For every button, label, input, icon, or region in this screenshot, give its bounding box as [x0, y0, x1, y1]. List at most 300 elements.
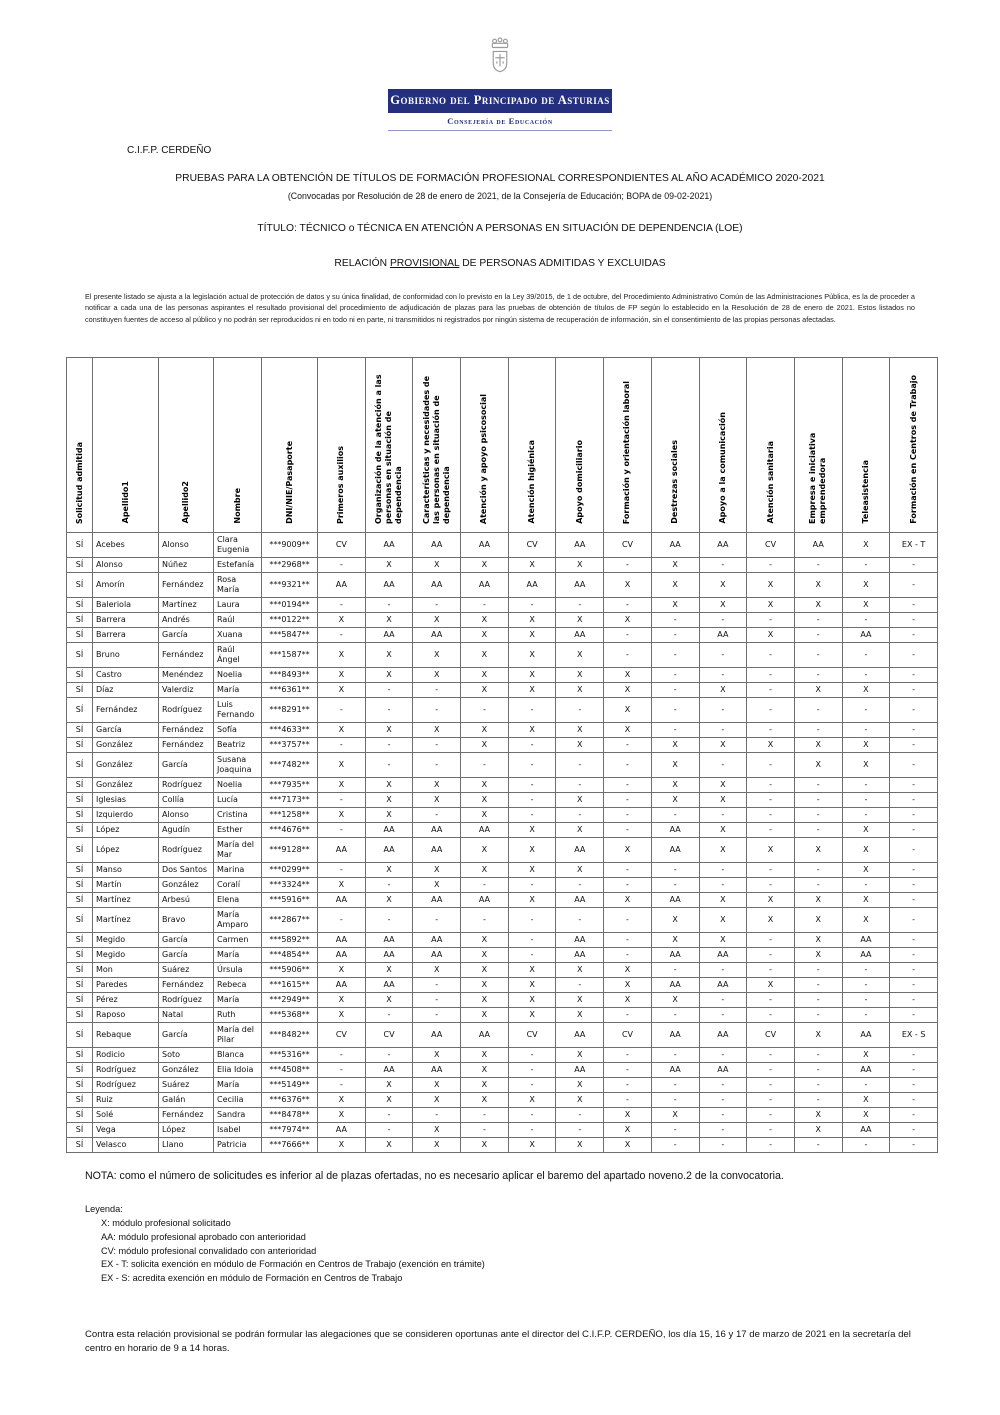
module-cell: - [508, 792, 556, 807]
module-cell: - [699, 807, 747, 822]
column-header: Apoyo a la comunicación [699, 357, 747, 532]
module-cell: CV [747, 1022, 795, 1047]
module-cell: - [890, 777, 938, 792]
module-cell: AA [508, 572, 556, 597]
module-cell: X [318, 1107, 366, 1122]
dni-cell: ***8291** [262, 697, 318, 722]
module-cell: AA [651, 1062, 699, 1077]
module-cell: - [890, 792, 938, 807]
dni-cell: ***5916** [262, 892, 318, 907]
module-cell: - [747, 667, 795, 682]
module-cell: X [318, 667, 366, 682]
module-cell: X [699, 737, 747, 752]
surname1-cell: García [93, 722, 159, 737]
module-cell: - [794, 1092, 842, 1107]
module-cell: X [413, 877, 461, 892]
government-header [0, 0, 1000, 131]
module-cell: AA [365, 837, 413, 862]
module-cell: - [508, 907, 556, 932]
table-row [67, 1062, 938, 1077]
name-cell: Ruth [214, 1007, 262, 1022]
module-cell: - [842, 962, 890, 977]
module-cell: X [604, 837, 652, 862]
module-cell: X [318, 722, 366, 737]
module-cell: - [604, 627, 652, 642]
module-cell: - [699, 1107, 747, 1122]
module-cell: X [413, 1137, 461, 1152]
dni-cell: ***9128** [262, 837, 318, 862]
module-cell: - [365, 877, 413, 892]
module-cell: AA [413, 837, 461, 862]
module-cell: - [747, 777, 795, 792]
module-cell: - [508, 1047, 556, 1062]
module-cell: - [556, 1107, 604, 1122]
module-cell: - [699, 962, 747, 977]
call-subtitle: (Convocadas por Resolución de 28 de enero de 2021, de la Consejería de Educación; BOPA de 09-02-2021) [287, 190, 713, 201]
module-cell: - [890, 1092, 938, 1107]
module-cell: X [508, 642, 556, 667]
module-cell: X [794, 947, 842, 962]
module-cell: AA [413, 932, 461, 947]
surname2-cell: Alonso [159, 532, 214, 557]
module-cell: X [413, 612, 461, 627]
module-cell: - [890, 1007, 938, 1022]
module-cell: EX - S [890, 1022, 938, 1047]
table-row [67, 627, 938, 642]
module-cell: - [651, 697, 699, 722]
dni-cell: ***3757** [262, 737, 318, 752]
table-row [67, 1137, 938, 1152]
module-cell: X [365, 1077, 413, 1092]
module-cell: - [890, 612, 938, 627]
module-cell: AA [318, 837, 366, 862]
table-row [67, 722, 938, 737]
module-cell: X [413, 862, 461, 877]
surname2-cell: Galán [159, 1092, 214, 1107]
module-cell: - [890, 752, 938, 777]
dni-cell: ***7173** [262, 792, 318, 807]
module-cell: X [461, 627, 509, 642]
surname1-cell: Barrera [93, 627, 159, 642]
module-cell: - [842, 877, 890, 892]
module-cell: X [508, 992, 556, 1007]
module-cell: X [604, 992, 652, 1007]
module-cell: - [890, 947, 938, 962]
surname1-cell: Martín [93, 877, 159, 892]
dni-cell: ***8478** [262, 1107, 318, 1122]
module-cell: X [794, 837, 842, 862]
module-cell: - [842, 642, 890, 667]
module-cell: X [842, 532, 890, 557]
module-cell: - [890, 807, 938, 822]
module-cell: X [508, 1137, 556, 1152]
data-protection-paragraph: El presente listado se ajusta a la legislación actual de protección de datos y su única finalidad, de conformidad con lo previsto en la Ley 39/2015, de 1 de octubre, del Procedimiento Administrativo Común de las Administraciones Pública, es la de proceder a notificar a cada una de las personas aspirantes el resultado provisional del procedimiento de adjudicación de plazas para las pruebas de obtención de títulos de FP según lo establecido en la Resolución de 28 de enero de 2021. Estos listados no constituyen fuentes de acceso al público y no podrán ser reproducidos ni en todo ni en parte, ni transmitidos ni registrados por ningún sistema de recuperación de información, sin el consentimiento de las propias personas afectadas. [85, 291, 915, 324]
name-cell: María [214, 1077, 262, 1092]
surname2-cell: Llano [159, 1137, 214, 1152]
surname1-cell: González [93, 752, 159, 777]
admitted-cell: SÍ [67, 597, 93, 612]
module-cell: X [604, 1107, 652, 1122]
surname2-cell: Agudín [159, 822, 214, 837]
surname1-cell: López [93, 837, 159, 862]
module-cell: X [365, 642, 413, 667]
table-row [67, 1047, 938, 1062]
dni-cell: ***0122** [262, 612, 318, 627]
module-cell: X [508, 837, 556, 862]
module-cell: X [461, 977, 509, 992]
module-cell: - [794, 722, 842, 737]
admitted-cell: SÍ [67, 777, 93, 792]
module-cell: - [890, 1137, 938, 1152]
table-row [67, 697, 938, 722]
surname2-cell: Fernández [159, 1107, 214, 1122]
module-cell: - [842, 557, 890, 572]
module-cell: AA [699, 627, 747, 642]
module-cell: AA [556, 1022, 604, 1047]
module-cell: - [699, 1122, 747, 1137]
dni-cell: ***5316** [262, 1047, 318, 1062]
module-cell: - [794, 1007, 842, 1022]
module-cell: X [508, 612, 556, 627]
module-cell: X [508, 667, 556, 682]
module-cell: - [747, 1137, 795, 1152]
module-cell: - [842, 807, 890, 822]
module-cell: - [842, 777, 890, 792]
module-cell: X [651, 557, 699, 572]
module-cell: AA [556, 572, 604, 597]
surname1-cell: Raposo [93, 1007, 159, 1022]
module-cell: - [842, 667, 890, 682]
degree-title: TÍTULO: TÉCNICO o TÉCNICA EN ATENCIÓN A PERSONAS EN SITUACIÓN DE DEPENDENCIA (LOE) [257, 222, 743, 234]
name-cell: Sofía [214, 722, 262, 737]
admitted-cell: SÍ [67, 822, 93, 837]
module-cell: AA [842, 1122, 890, 1137]
admitted-cell: SÍ [67, 627, 93, 642]
module-cell: AA [413, 1022, 461, 1047]
module-cell: AA [461, 572, 509, 597]
admitted-cell: SÍ [67, 1077, 93, 1092]
module-cell: - [699, 1047, 747, 1062]
legend-item: EX - T: solicita exención en módulo de Formación en Centros de Trabajo (exención en trámite) [101, 1259, 485, 1270]
name-cell: María del Pilar [214, 1022, 262, 1047]
module-cell: - [699, 697, 747, 722]
module-cell: - [508, 1077, 556, 1092]
module-cell: X [461, 667, 509, 682]
module-cell: X [842, 682, 890, 697]
admitted-cell: SÍ [67, 642, 93, 667]
module-cell: - [699, 862, 747, 877]
module-cell: X [699, 932, 747, 947]
module-cell: AA [651, 532, 699, 557]
module-cell: - [508, 1122, 556, 1137]
module-cell: - [556, 907, 604, 932]
surname1-cell: López [93, 822, 159, 837]
module-cell: - [747, 877, 795, 892]
module-cell: X [794, 907, 842, 932]
dni-cell: ***2968** [262, 557, 318, 572]
module-cell: AA [461, 822, 509, 837]
surname2-cell: Rodríguez [159, 837, 214, 862]
name-cell: Raúl [214, 612, 262, 627]
module-cell: X [699, 907, 747, 932]
module-cell: - [365, 697, 413, 722]
table-row [67, 667, 938, 682]
module-cell: X [365, 792, 413, 807]
column-header: Organización de la atención a las personas en situación de dependencia [365, 357, 413, 532]
legend-block [85, 1203, 915, 1286]
results-table-head-row [67, 357, 938, 532]
dni-cell: ***5906** [262, 962, 318, 977]
surname1-cell: Velasco [93, 1137, 159, 1152]
module-cell: X [413, 962, 461, 977]
surname2-cell: Menéndez [159, 667, 214, 682]
module-cell: - [747, 962, 795, 977]
module-cell: AA [318, 892, 366, 907]
surname1-cell: Barrera [93, 612, 159, 627]
module-cell: X [747, 892, 795, 907]
admitted-cell: SÍ [67, 557, 93, 572]
module-cell: - [365, 1007, 413, 1022]
dni-cell: ***4508** [262, 1062, 318, 1077]
module-cell: - [794, 557, 842, 572]
admitted-cell: SÍ [67, 1122, 93, 1137]
module-cell: X [508, 627, 556, 642]
main-title: PRUEBAS PARA LA OBTENCIÓN DE TÍTULOS DE FORMACIÓN PROFESIONAL CORRESPONDIENTES AL AÑO ACADÉMICO 2020-2021 [175, 173, 825, 184]
module-cell: - [747, 1047, 795, 1062]
dni-cell: ***8482** [262, 1022, 318, 1047]
module-cell: X [461, 612, 509, 627]
admitted-cell: SÍ [67, 992, 93, 1007]
module-cell: X [508, 977, 556, 992]
module-cell: AA [556, 532, 604, 557]
module-cell: - [699, 722, 747, 737]
module-cell: - [651, 1077, 699, 1092]
module-cell: AA [365, 932, 413, 947]
surname1-cell: Baleriola [93, 597, 159, 612]
module-cell: - [890, 977, 938, 992]
module-cell: - [318, 862, 366, 877]
module-cell: X [365, 777, 413, 792]
module-cell: X [794, 597, 842, 612]
dni-cell: ***9009** [262, 532, 318, 557]
module-cell: X [651, 572, 699, 597]
surname1-cell: Bruno [93, 642, 159, 667]
module-cell: X [842, 822, 890, 837]
admitted-cell: SÍ [67, 947, 93, 962]
module-cell: - [365, 682, 413, 697]
surname2-cell: Fernández [159, 722, 214, 737]
name-cell: Susana Joaquina [214, 752, 262, 777]
module-cell: X [604, 1137, 652, 1152]
module-cell: X [699, 682, 747, 697]
module-cell: - [794, 977, 842, 992]
admitted-cell: SÍ [67, 682, 93, 697]
dni-cell: ***5149** [262, 1077, 318, 1092]
government-banner: Gobierno del Principado de Asturias [388, 89, 612, 113]
module-cell: - [651, 682, 699, 697]
admitted-cell: SÍ [67, 722, 93, 737]
module-cell: - [747, 1077, 795, 1092]
module-cell: X [556, 642, 604, 667]
module-cell: AA [413, 822, 461, 837]
name-cell: Isabel [214, 1122, 262, 1137]
module-cell: X [651, 1107, 699, 1122]
module-cell: - [747, 697, 795, 722]
dni-cell: ***7935** [262, 777, 318, 792]
module-cell: X [699, 822, 747, 837]
module-cell: X [461, 682, 509, 697]
module-cell: - [890, 737, 938, 752]
module-cell: - [365, 1122, 413, 1137]
module-cell: X [556, 1137, 604, 1152]
module-cell: - [651, 627, 699, 642]
module-cell: X [794, 932, 842, 947]
module-cell: X [461, 1137, 509, 1152]
legend-item: EX - S: acredita exención en módulo de Formación en Centros de Trabajo [101, 1273, 403, 1284]
table-row [67, 557, 938, 572]
module-cell: AA [413, 1062, 461, 1077]
module-cell: - [461, 697, 509, 722]
module-cell: - [604, 947, 652, 962]
surname1-cell: Castro [93, 667, 159, 682]
module-cell: X [508, 962, 556, 977]
surname2-cell: Rodríguez [159, 992, 214, 1007]
admitted-cell: SÍ [67, 572, 93, 597]
module-cell: - [604, 737, 652, 752]
table-row [67, 862, 938, 877]
relation-suffix: DE PERSONAS ADMITIDAS Y EXCLUIDAS [459, 257, 666, 269]
module-cell: X [508, 557, 556, 572]
module-cell: AA [556, 892, 604, 907]
module-cell: - [413, 737, 461, 752]
module-cell: - [604, 792, 652, 807]
dni-cell: ***6376** [262, 1092, 318, 1107]
relation-prefix: RELACIÓN [334, 257, 390, 269]
table-row [67, 1022, 938, 1047]
surname2-cell: Suárez [159, 1077, 214, 1092]
column-header: Apellido2 [159, 357, 214, 532]
module-cell: - [604, 557, 652, 572]
table-row [67, 642, 938, 667]
module-cell: - [747, 1007, 795, 1022]
module-cell: X [604, 572, 652, 597]
surname2-cell: Soto [159, 1047, 214, 1062]
name-cell: María [214, 682, 262, 697]
module-cell: X [318, 777, 366, 792]
name-cell: Cecilia [214, 1092, 262, 1107]
module-cell: AA [318, 1122, 366, 1137]
module-cell: X [699, 892, 747, 907]
module-cell: X [604, 892, 652, 907]
name-cell: Patricia [214, 1137, 262, 1152]
surname2-cell: Fernández [159, 977, 214, 992]
module-cell: X [604, 667, 652, 682]
surname1-cell: Rebaque [93, 1022, 159, 1047]
dni-cell: ***2949** [262, 992, 318, 1007]
module-cell: X [461, 992, 509, 1007]
module-cell: - [842, 977, 890, 992]
module-cell: - [890, 597, 938, 612]
module-cell: X [508, 722, 556, 737]
titles-block [0, 172, 1000, 269]
surname2-cell: Arbesú [159, 892, 214, 907]
module-cell: - [651, 612, 699, 627]
module-cell: - [890, 557, 938, 572]
module-cell: X [365, 722, 413, 737]
surname1-cell: Alonso [93, 557, 159, 572]
module-cell: X [461, 947, 509, 962]
surname1-cell: Izquierdo [93, 807, 159, 822]
table-row [67, 992, 938, 1007]
column-header: Destrezas sociales [651, 357, 699, 532]
module-cell: X [651, 752, 699, 777]
module-cell: X [604, 722, 652, 737]
module-cell: - [604, 752, 652, 777]
table-row [67, 1122, 938, 1137]
surname1-cell: González [93, 777, 159, 792]
table-row [67, 822, 938, 837]
module-cell: X [747, 977, 795, 992]
legend-item: X: módulo profesional solicitado [101, 1217, 231, 1228]
surname1-cell: Vega [93, 1122, 159, 1137]
table-row [67, 682, 938, 697]
module-cell: - [747, 1092, 795, 1107]
module-cell: - [604, 1007, 652, 1022]
module-cell: X [365, 1092, 413, 1107]
module-cell: X [699, 837, 747, 862]
module-cell: X [794, 1107, 842, 1122]
module-cell: - [461, 877, 509, 892]
module-cell: X [794, 682, 842, 697]
module-cell: - [794, 1137, 842, 1152]
module-cell: X [461, 837, 509, 862]
module-cell: AA [413, 947, 461, 962]
name-cell: Laura [214, 597, 262, 612]
module-cell: - [508, 697, 556, 722]
module-cell: - [890, 862, 938, 877]
module-cell: - [842, 1007, 890, 1022]
surname1-cell: Ruiz [93, 1092, 159, 1107]
module-cell: X [318, 1092, 366, 1107]
dni-cell: ***7666** [262, 1137, 318, 1152]
module-cell: - [556, 977, 604, 992]
surname2-cell: Natal [159, 1007, 214, 1022]
module-cell: X [699, 572, 747, 597]
dni-cell: ***1258** [262, 807, 318, 822]
module-cell: - [651, 722, 699, 737]
module-cell: - [794, 642, 842, 667]
surname1-cell: Megido [93, 947, 159, 962]
module-cell: X [747, 907, 795, 932]
module-cell: AA [699, 1062, 747, 1077]
module-cell: X [842, 597, 890, 612]
module-cell: - [699, 992, 747, 1007]
admitted-cell: SÍ [67, 697, 93, 722]
module-cell: AA [556, 932, 604, 947]
surname2-cell: González [159, 1062, 214, 1077]
module-cell: X [461, 792, 509, 807]
module-cell: X [556, 612, 604, 627]
module-cell: AA [651, 947, 699, 962]
module-cell: AA [651, 892, 699, 907]
module-cell: X [556, 992, 604, 1007]
name-cell: Clara Eugenia [214, 532, 262, 557]
module-cell: - [890, 1077, 938, 1092]
module-cell: - [747, 807, 795, 822]
module-cell: X [318, 1137, 366, 1152]
module-cell: CV [318, 532, 366, 557]
module-cell: - [747, 722, 795, 737]
